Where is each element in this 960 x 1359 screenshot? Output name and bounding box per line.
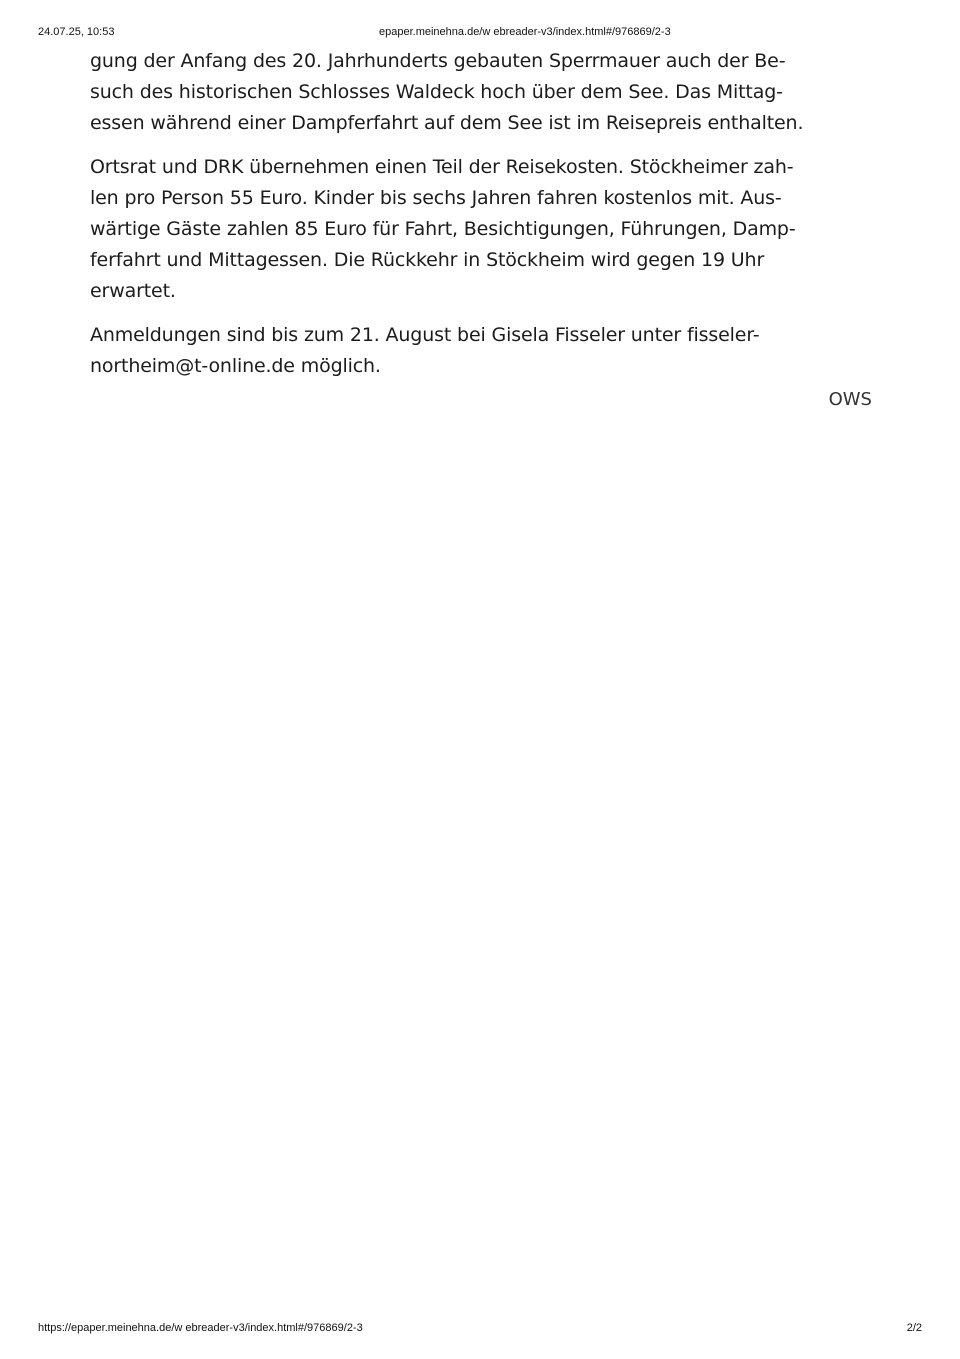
text-line: Anmeldungen sind bis zum 21. August bei Gisela Fisseler unter fisseler- xyxy=(90,324,760,346)
text-line: ferfahrt und Mittagessen. Die Rückkehr in Stöckheim wird gegen 19 Uhr xyxy=(90,249,765,271)
print-datetime: 24.07.25, 10:53 xyxy=(38,26,115,38)
page-number: 2/2 xyxy=(906,1322,922,1334)
text-line: such des historischen Schlosses Waldeck hoch über dem See. Das Mittag- xyxy=(90,81,783,103)
text-line: wärtige Gäste zahlen 85 Euro für Fahrt, Besichtigungen, Führungen, Damp- xyxy=(90,218,796,240)
article-paragraph xyxy=(90,152,872,307)
print-footer xyxy=(0,1322,960,1336)
article-body xyxy=(90,46,872,395)
print-url-header: epaper.meinehna.de/w ebreader-v3/index.html#/976869/2-3 xyxy=(379,26,671,38)
article-author: OWS xyxy=(828,389,872,410)
print-url-footer: https://epaper.meinehna.de/w ebreader-v3/index.html#/976869/2-3 xyxy=(38,1322,363,1334)
text-line: gung der Anfang des 20. Jahrhunderts gebauten Sperrmauer auch der Be- xyxy=(90,50,786,72)
text-line: northeim@t-online.de möglich. xyxy=(90,355,381,377)
text-line: erwartet. xyxy=(90,280,176,302)
text-line: essen während einer Dampferfahrt auf dem See ist im Reisepreis enthalten. xyxy=(90,112,804,134)
article-paragraph xyxy=(90,320,872,382)
article-paragraph xyxy=(90,46,872,139)
print-header xyxy=(0,26,960,40)
text-line: len pro Person 55 Euro. Kinder bis sechs Jahren fahren kostenlos mit. Aus- xyxy=(90,187,782,209)
text-line: Ortsrat und DRK übernehmen einen Teil der Reisekosten. Stöckheimer zah- xyxy=(90,156,794,178)
